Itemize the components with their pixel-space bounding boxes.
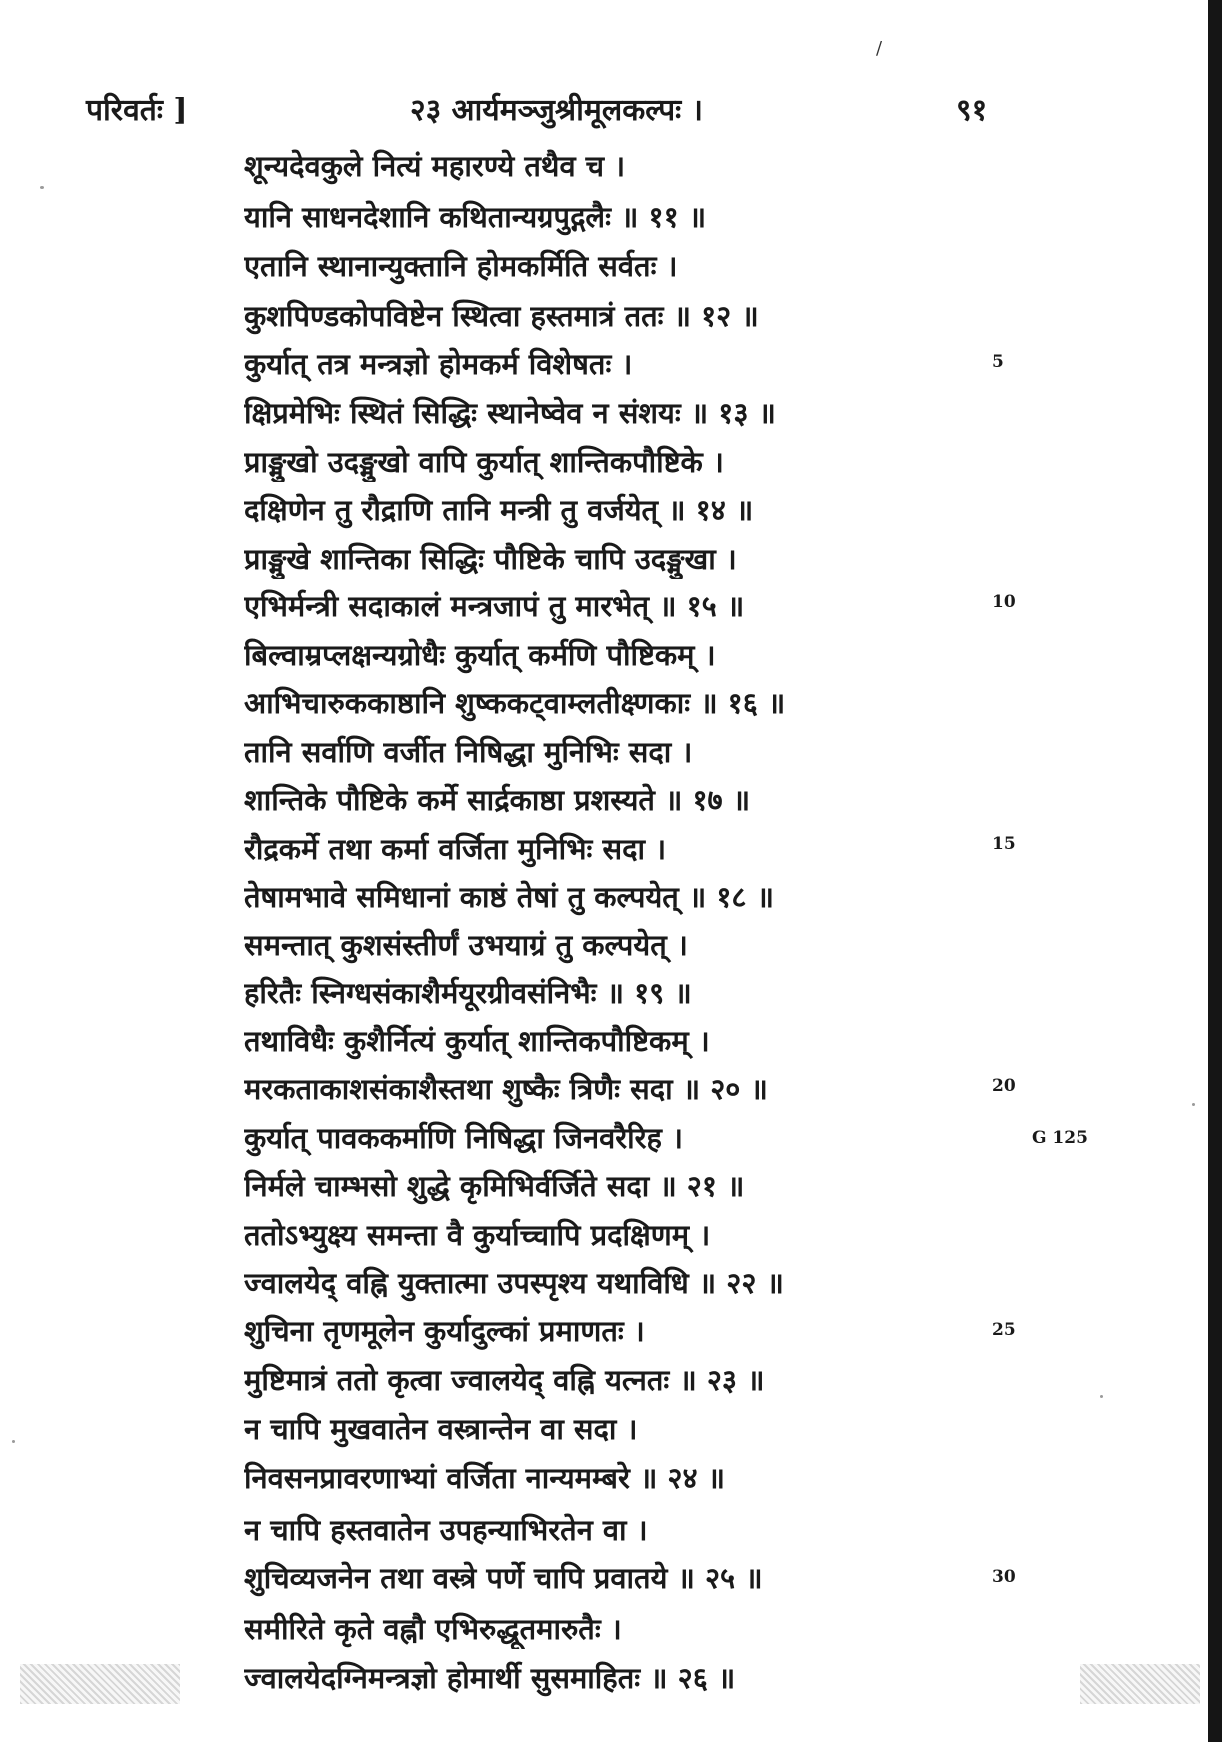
running-head-title: २३ आर्यमञ्जुश्रीमूलकल्पः । xyxy=(410,93,704,128)
scan-smudge xyxy=(20,1664,180,1704)
verse-line: क्षिप्रमेभिः स्थितं सिद्धिः स्थानेष्वेव न संशयः ॥ १३ ॥ xyxy=(244,396,776,430)
verse-line: कुशपिण्डकोपविष्टेन स्थित्वा हस्तमात्रं ततः ॥ १२ ॥ xyxy=(244,299,759,333)
marginal-reference: G 125 xyxy=(1032,1128,1088,1148)
verse-line: यानि साधनदेशानि कथितान्यग्रपुद्गलैः ॥ ११ ॥ xyxy=(244,200,707,234)
scan-smudge xyxy=(1080,1664,1200,1704)
verse-line: न चापि हस्तवातेन उपहन्याभिरतेन वा । xyxy=(244,1513,648,1547)
line-number: 15 xyxy=(992,834,1016,854)
verse-line: बिल्वाम्रप्लक्षन्यग्रोधैः कुर्यात् कर्मणि पौष्टिकम् । xyxy=(244,638,716,672)
verse-line: तेषामभावे समिधानां काष्ठं तेषां तु कल्पयेत् ॥ १८ ॥ xyxy=(244,880,774,914)
verse-line: कुर्यात् पावककर्माणि निषिद्धा जिनवरैरिह । xyxy=(244,1121,683,1155)
line-number: 5 xyxy=(992,352,1004,372)
scan-speck xyxy=(1192,1103,1195,1106)
verse-line: शुचिव्यजनेन तथा वस्त्रे पर्णे चापि प्रवातये ॥ २५ ॥ xyxy=(244,1561,763,1595)
scan-speck xyxy=(40,186,44,189)
running-head-left: परिवर्तः ] xyxy=(86,93,188,128)
verse-line: निवसनप्रावरणाभ्यां वर्जिता नान्यमम्बरे ॥ २४ ॥ xyxy=(244,1461,726,1495)
page-number: ९१ xyxy=(956,93,988,128)
verse-line: मुष्टिमात्रं ततो कृत्वा ज्वालयेद् वह्नि यत्नतः ॥ २३ ॥ xyxy=(244,1363,765,1397)
line-number: 30 xyxy=(992,1567,1016,1587)
verse-line: तथाविधैः कुशैर्नित्यं कुर्यात् शान्तिकपौष्टिकम् । xyxy=(244,1024,710,1058)
verse-line: समन्तात् कुशसंस्तीर्णं उभयाग्रं तु कल्पयेत् । xyxy=(244,928,688,962)
line-number: 25 xyxy=(992,1320,1016,1340)
verse-line: रौद्रकर्मे तथा कर्मा वर्जिता मुनिभिः सदा । xyxy=(244,832,667,866)
verse-line: एतानि स्थानान्युक्तानि होमकर्मिति सर्वतः । xyxy=(244,249,678,283)
verse-line: शून्यदेवकुले नित्यं महारण्ये तथैव च । xyxy=(244,149,626,183)
verse-line: शुचिना तृणमूलेन कुर्यादुल्कां प्रमाणतः । xyxy=(244,1314,645,1348)
verse-line: हरितैः स्निग्धसंकाशैर्मयूरग्रीवसंनिभैः ॥ १९ ॥ xyxy=(244,976,692,1010)
verse-line: प्राङ्मुखे शान्तिका सिद्धिः पौष्टिके चापि उदङ्मुखा । xyxy=(244,542,737,576)
verse-line: तानि सर्वाणि वर्जीत निषिद्धा मुनिभिः सदा । xyxy=(244,735,693,769)
line-number: 20 xyxy=(992,1076,1016,1096)
verse-line: प्राङ्मुखो उदङ्मुखो वापि कुर्यात् शान्तिकपौष्टिके । xyxy=(244,445,724,479)
verse-line: ज्वालयेदग्निमन्त्रज्ञो होमार्थी सुसमाहितः ॥ २६ ॥ xyxy=(244,1661,736,1695)
stray-mark: / xyxy=(876,38,883,59)
verse-line: शान्तिके पौष्टिके कर्मे सार्द्रकाष्ठा प्रशस्यते ॥ १७ ॥ xyxy=(244,783,751,817)
verse-line: न चापि मुखवातेन वस्त्रान्तेन वा सदा । xyxy=(244,1412,638,1446)
verse-line: दक्षिणेन तु रौद्राणि तानि मन्त्री तु वर्जयेत् ॥ १४ ॥ xyxy=(244,493,754,527)
verse-line: एभिर्मन्त्री सदाकालं मन्त्रजापं तु मारभेत् ॥ १५ ॥ xyxy=(244,589,745,623)
verse-line: आभिचारुककाष्ठानि शुष्ककट्वाम्लतीक्ष्णकाः ॥ १६ ॥ xyxy=(244,686,786,720)
verse-line: कुर्यात् तत्र मन्त्रज्ञो होमकर्म विशेषतः । xyxy=(244,347,633,381)
scan-speck xyxy=(12,1440,15,1443)
verse-line: निर्मले चाम्भसो शुद्धे कृमिभिर्वर्जिते सदा ॥ २१ ॥ xyxy=(244,1169,745,1203)
verse-line: ततोऽभ्युक्ष्य समन्ता वै कुर्याच्चापि प्रदक्षिणम् । xyxy=(244,1218,711,1252)
verse-line: मरकताकाशसंकाशैस्तथा शुष्कैः त्रिणैः सदा ॥ २० ॥ xyxy=(244,1072,768,1106)
verse-line: समीरिते कृते वह्नौ एभिरुद्धूतमारुतैः । xyxy=(244,1612,622,1646)
line-number: 10 xyxy=(992,592,1016,612)
verse-line: ज्वालयेद् वह्नि युक्तात्मा उपस्पृश्य यथाविधि ॥ २२ ॥ xyxy=(244,1266,784,1300)
scan-speck xyxy=(1100,1395,1103,1398)
